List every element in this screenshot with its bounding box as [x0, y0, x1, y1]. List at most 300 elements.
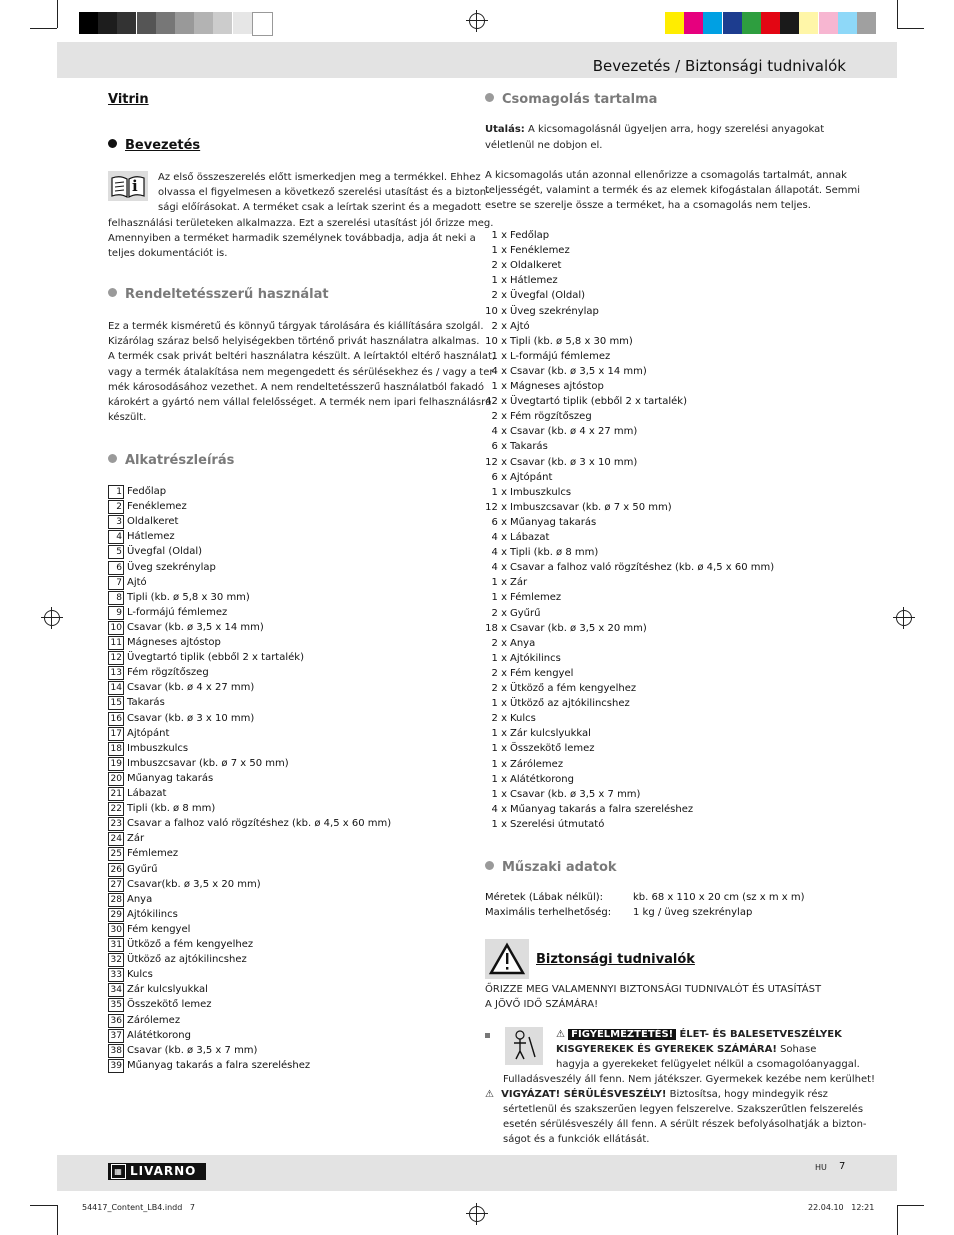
part-label: Zár kulcslyukkal	[127, 984, 208, 996]
contents-item	[485, 410, 845, 425]
item-label: Zár kulcslyukkal	[510, 728, 591, 740]
caution-text-start: Biztosítsa, hogy mindegyik rész	[669, 1089, 828, 1100]
warning-title-1: ÉLET- ÉS BALESETVESZÉLYEK	[679, 1029, 842, 1040]
color-swatch	[723, 12, 742, 34]
part-label: Takarás	[127, 697, 165, 709]
contents-item	[485, 456, 845, 471]
paragraph-line: teljes dokumentációt is.	[108, 248, 228, 259]
item-label: Ütköző az ajtókilincshez	[510, 698, 630, 710]
item-quantity: 2 x	[491, 667, 507, 679]
part-label: Fenéklemez	[127, 501, 187, 513]
item-label: Fenéklemez	[510, 245, 570, 257]
heading-text: Műszaki adatok	[502, 860, 617, 875]
contents-item	[485, 637, 845, 652]
item-label: Tipli (kb. ø 5,8 x 30 mm)	[510, 335, 633, 347]
contents-item	[485, 501, 845, 516]
item-quantity: 2 x	[491, 637, 507, 649]
bullet-icon	[108, 288, 117, 297]
item-quantity: 1 x	[491, 818, 507, 830]
part-number: 19	[108, 757, 124, 771]
gray-swatch	[156, 12, 175, 34]
item-quantity: 1 x	[491, 728, 507, 740]
part-number: 21	[108, 787, 124, 801]
color-swatch	[742, 12, 761, 34]
part-number: 16	[108, 712, 124, 726]
contents-item	[485, 803, 845, 818]
note-line	[485, 122, 824, 137]
item-quantity: 2 x	[491, 411, 507, 423]
registration-mark	[469, 13, 485, 29]
part-label: Tipli (kb. ø 8 mm)	[127, 803, 216, 815]
item-quantity: 2 x	[491, 320, 507, 332]
print-date: 22.04.10 12:21	[808, 1203, 875, 1212]
part-label: Ütköző az ajtókilincshez	[127, 954, 247, 966]
contents-item	[485, 742, 845, 757]
item-quantity: 1 x	[491, 788, 507, 800]
contents-item	[485, 561, 845, 576]
logo-mark-icon: ▦	[111, 1164, 126, 1179]
color-swatch	[780, 12, 799, 34]
contents-item	[485, 591, 845, 606]
part-label: Üvegfal (Oldal)	[127, 546, 203, 558]
part-number: 9	[108, 606, 124, 620]
contents-item	[485, 320, 845, 335]
contents-item	[485, 727, 845, 742]
item-quantity: 6 x	[491, 516, 507, 528]
item-label: L-formájú fémlemez	[510, 350, 611, 362]
contents-item	[485, 531, 845, 546]
item-quantity: 1 x	[491, 350, 507, 362]
crop-mark	[897, 0, 898, 28]
caution-triangle-icon: ⚠	[485, 1089, 494, 1100]
item-label: Anya	[510, 637, 536, 649]
crop-mark	[57, 0, 58, 28]
part-number: 32	[108, 953, 124, 967]
bullet-icon	[485, 93, 494, 102]
paragraph-line: mék károsodásához vezethet. A nem rendeltetésszerű használatból fakadó	[108, 381, 484, 393]
part-number: 13	[108, 666, 124, 680]
item-label: Kulcs	[510, 713, 536, 725]
item-label: Csavar (kb. ø 3,5 x 7 mm)	[510, 788, 641, 800]
contents-item	[485, 471, 845, 486]
item-quantity: 18 x	[485, 622, 507, 634]
part-label: Oldalkeret	[127, 516, 179, 528]
part-label: Műanyag takarás a falra szereléshez	[127, 1059, 311, 1071]
gray-swatch	[98, 12, 117, 34]
part-number: 33	[108, 968, 124, 982]
part-label: Csavar (kb. ø 3 x 10 mm)	[127, 712, 255, 724]
item-quantity: 12 x	[485, 456, 507, 468]
crop-mark	[30, 28, 57, 29]
item-label: Tipli (kb. ø 8 mm)	[510, 547, 599, 559]
section-heading-contents	[485, 92, 657, 107]
section-heading-parts	[108, 453, 234, 468]
warning-line-2	[556, 1042, 816, 1057]
contents-item	[485, 380, 845, 395]
paragraph-line: felhasználási területeken alkalmazza. Ezt a szerelési utasítást jól őrizze meg.	[108, 217, 494, 229]
item-label: Imbuszcsavar (kb. ø 7 x 50 mm)	[510, 501, 672, 513]
warning-small-triangle-icon: ⚠	[556, 1029, 565, 1040]
note-line-2: véletlenül ne dobjon el.	[485, 140, 603, 151]
warning-text-start: Sohase	[780, 1044, 817, 1055]
part-label: Alátétkorong	[127, 1029, 191, 1041]
item-label: Fémlemez	[510, 592, 562, 604]
part-label: Ajtókilincs	[127, 908, 178, 920]
keep-line-2: A JÖVŐ IDŐ SZÁMÁRA!	[485, 999, 599, 1010]
part-number: 8	[108, 591, 124, 605]
info-letter: i	[132, 177, 138, 195]
part-number: 24	[108, 832, 124, 846]
part-label: Gyűrű	[127, 863, 158, 875]
item-label: Alátétkorong	[510, 773, 574, 785]
book-icon	[108, 171, 148, 201]
part-label: Imbuszkulcs	[127, 742, 189, 754]
paragraph-line: Amennyiben a terméket harmadik személynek továbbadja, adja át neki a	[108, 232, 476, 244]
item-label: Üvegtartó tiplik (ebből 2 x tartalék)	[510, 396, 687, 408]
item-quantity: 4 x	[491, 803, 507, 815]
item-label: Csavar a falhoz való rögzítéshez (kb. ø 4,5 x 60 mm)	[510, 562, 775, 574]
item-quantity: 2 x	[491, 713, 507, 725]
contents-item	[485, 486, 845, 501]
info-book-icon	[108, 171, 148, 201]
part-label: Csavar (kb. ø 3,5 x 7 mm)	[127, 1044, 258, 1056]
contents-item	[485, 607, 845, 622]
item-label: Takarás	[510, 441, 548, 453]
item-quantity: 2 x	[491, 683, 507, 694]
part-label: Ütköző a fém kengyelhez	[127, 939, 254, 950]
part-label: Fém kengyel	[127, 923, 191, 935]
contents-item	[485, 712, 845, 727]
part-label: Anya	[127, 893, 153, 905]
item-label: Csavar (kb. ø 4 x 27 mm)	[510, 426, 638, 438]
part-label: L-formájú fémlemez	[127, 606, 228, 618]
part-label: Csavar (kb. ø 3,5 x 14 mm)	[127, 621, 264, 633]
part-number: 23	[108, 817, 124, 831]
item-quantity: 1 x	[491, 743, 507, 755]
part-label: Fedőlap	[127, 486, 167, 497]
part-label: Zárólemez	[127, 1014, 181, 1026]
contents-item	[485, 576, 845, 591]
item-quantity: 1 x	[491, 698, 507, 710]
paragraph-line: Ez a termék kisméretű és könnyű tárgyak tárolására és kiállítására szolgál.	[108, 321, 484, 332]
part-number: 35	[108, 998, 124, 1012]
item-quantity: 2 x	[491, 260, 507, 272]
part-label: Összekötő lemez	[127, 999, 212, 1011]
square-bullet	[485, 1033, 490, 1038]
color-swatch	[838, 12, 857, 34]
part-number: 30	[108, 923, 124, 937]
gray-swatch	[213, 12, 232, 34]
part-label: Mágneses ajtóstop	[127, 637, 221, 648]
heading-text: Alkatrészleírás	[125, 453, 235, 468]
gray-swatch	[117, 12, 136, 34]
item-quantity: 4 x	[491, 547, 507, 559]
item-quantity: 10 x	[485, 335, 507, 347]
caution-line-2: sértetlenül és szakszerűen legyen felszerelve. Szakszerűtlen felszerelés	[503, 1104, 864, 1115]
paragraph-line: esetre se szerelje össze a terméket, ha a csomagolás nem teljes.	[485, 200, 811, 212]
contents-item	[485, 395, 845, 410]
tech-value: 1 kg / üveg szekrénylap	[633, 907, 753, 919]
item-quantity: 1 x	[491, 758, 507, 770]
gray-swatch	[175, 12, 194, 34]
part-number: 4	[108, 530, 124, 544]
part-label: Kulcs	[127, 969, 153, 981]
item-quantity: 6 x	[491, 471, 507, 483]
caution-line-1	[485, 1087, 828, 1102]
part-number: 10	[108, 621, 124, 635]
gray-swatch	[137, 12, 156, 34]
item-quantity: 4 x	[491, 426, 507, 438]
part-number: 36	[108, 1014, 124, 1028]
item-label: Csavar (kb. ø 3,5 x 20 mm)	[510, 622, 647, 634]
item-label: Lábazat	[510, 532, 550, 543]
item-label: Műanyag takarás	[510, 516, 597, 528]
contents-item	[485, 682, 845, 697]
caution-line-4: ságot és a funkciók ellátását.	[503, 1134, 650, 1145]
page-title: Vitrin	[108, 92, 149, 107]
bullet-icon	[108, 139, 117, 148]
part-label: Fémlemez	[127, 848, 179, 860]
part-label: Lábazat	[127, 788, 167, 799]
part-label: Ajtópánt	[127, 727, 170, 739]
gray-swatch	[194, 12, 213, 34]
item-label: Műanyag takarás a falra szereléshez	[510, 803, 694, 815]
part-number: 39	[108, 1059, 124, 1073]
part-number: 3	[108, 515, 124, 529]
contents-item	[485, 440, 845, 455]
crop-mark	[897, 28, 924, 29]
color-swatch	[703, 12, 722, 34]
item-label: Ajtókilincs	[510, 652, 561, 664]
item-quantity: 12 x	[485, 501, 507, 513]
part-label: Zár	[127, 833, 145, 845]
contents-item	[485, 788, 845, 803]
contents-item	[485, 305, 845, 320]
contents-item	[485, 274, 845, 289]
contents-item	[485, 622, 845, 637]
item-quantity: 4 x	[491, 532, 507, 543]
item-label: Csavar (kb. ø 3 x 10 mm)	[510, 456, 638, 468]
part-number: 27	[108, 878, 124, 892]
note-text: A kicsomagolásnál ügyeljen arra, hogy szerelési anyagokat	[527, 124, 825, 135]
part-label: Üvegtartó tiplik (ebből 2 x tartalék)	[127, 652, 304, 664]
paragraph-line: károkért a gyártó nem vállal felelősséget. A termék nem ipari felhasználásra	[108, 397, 492, 408]
contents-item	[485, 289, 845, 304]
item-label: Ütköző a fém kengyelhez	[510, 683, 637, 694]
item-quantity: 1 x	[491, 773, 507, 785]
item-label: Fém kengyel	[510, 667, 574, 679]
part-label: Imbuszcsavar (kb. ø 7 x 50 mm)	[127, 757, 289, 769]
item-quantity: 1 x	[491, 486, 507, 498]
item-label: Hátlemez	[510, 275, 558, 287]
part-number: 6	[108, 561, 124, 575]
item-quantity: 2 x	[491, 607, 507, 619]
item-quantity: 2 x	[491, 290, 507, 302]
part-label: Csavar (kb. ø 4 x 27 mm)	[127, 682, 255, 694]
keep-line-1: ŐRIZZE MEG VALAMENNYI BIZTONSÁGI TUDNIVALÓT ÉS UTASÍTÁST	[485, 984, 822, 995]
color-swatch	[684, 12, 703, 34]
logo-text: LIVARNO	[130, 1164, 197, 1178]
paragraph-line: Az első összeszerelés előtt ismerkedjen meg a termékkel. Ehhez	[158, 172, 481, 183]
item-label: Fedőlap	[510, 230, 550, 241]
contents-item	[485, 425, 845, 440]
crop-mark	[897, 1205, 898, 1235]
caution-line-3: esetén sérülésveszély áll fenn. A sérült részek befolyásolhatják a bizton-	[503, 1119, 867, 1130]
item-label: Oldalkeret	[510, 260, 562, 272]
part-number: 38	[108, 1044, 124, 1058]
contents-item	[485, 773, 845, 788]
contents-item	[485, 365, 845, 380]
caution-title: VIGYÁZAT! SÉRÜLÉSVESZÉLY!	[501, 1089, 667, 1100]
item-label: Üveg szekrénylap	[510, 305, 599, 317]
part-number: 11	[108, 636, 124, 650]
part-number: 26	[108, 863, 124, 877]
part-number: 17	[108, 727, 124, 741]
registration-mark	[44, 610, 60, 626]
warning-triangle-icon	[485, 939, 529, 979]
heading-text: Bevezetés	[125, 138, 201, 153]
item-label: Csavar (kb. ø 3,5 x 14 mm)	[510, 365, 647, 377]
contents-item	[485, 697, 845, 712]
item-label: Ajtópánt	[510, 471, 553, 483]
part-label: Műanyag takarás	[127, 772, 214, 784]
contents-item	[485, 818, 845, 833]
item-quantity: 1 x	[491, 577, 507, 589]
item-quantity: 10 x	[485, 305, 507, 317]
registration-mark	[469, 1206, 485, 1222]
warning-line-3: hagyja a gyerekeket felügyelet nélkül a csomagolóanyaggal.	[556, 1059, 860, 1070]
contents-item	[485, 652, 845, 667]
crop-mark	[57, 1205, 58, 1235]
part-number: 25	[108, 847, 124, 861]
item-label: Zár	[510, 577, 528, 589]
contents-item	[485, 259, 845, 274]
child-warning-pictogram	[505, 1027, 543, 1065]
item-label: Imbuszkulcs	[510, 486, 572, 498]
paragraph-line: olvassa el figyelmesen a következő szerelési utasítást és a bizton-	[158, 187, 490, 199]
item-label: Gyűrű	[510, 607, 541, 619]
tech-key: Maximális terhelhetőség:	[485, 907, 612, 919]
warning-title-2: KISGYEREKEK ÉS GYEREKEK SZÁMÁRA!	[556, 1044, 777, 1055]
contents-item	[485, 335, 845, 350]
file-slug: 54417_Content_LB4.indd 7	[82, 1203, 196, 1212]
part-label: Tipli (kb. ø 5,8 x 30 mm)	[127, 591, 250, 603]
part-number: 18	[108, 742, 124, 756]
part-number: 7	[108, 576, 124, 590]
child-icon	[505, 1027, 543, 1065]
part-number: 12	[108, 651, 124, 665]
item-label: Fém rögzítőszeg	[510, 411, 592, 423]
bullet-icon	[485, 861, 494, 870]
item-label: Szerelési útmutató	[510, 818, 605, 830]
heading-text: Rendeltetésszerű használat	[125, 287, 329, 302]
part-number: 28	[108, 893, 124, 907]
language-code: HU	[815, 1163, 827, 1172]
note-label: Utalás:	[485, 124, 525, 135]
page-header-title: Bevezetés / Biztonsági tudnivalók	[592, 57, 846, 75]
color-swatch	[799, 12, 818, 34]
item-label: Mágneses ajtóstop	[510, 381, 604, 392]
item-quantity: 4 x	[491, 365, 507, 377]
paragraph-line: Kizárólag száraz belső helyiségekben történő privát használatra alkalmas.	[108, 336, 480, 348]
item-quantity: 6 x	[491, 441, 507, 453]
gray-swatch	[233, 12, 252, 34]
section-heading-use	[108, 287, 329, 302]
part-number: 1	[108, 485, 124, 499]
color-swatch	[857, 12, 876, 34]
contents-item	[485, 758, 845, 773]
color-swatch	[665, 12, 684, 34]
safety-heading: Biztonsági tudnivalók	[536, 952, 695, 967]
part-label: Ajtó	[127, 576, 147, 588]
warning-box	[485, 939, 529, 979]
paragraph-line: A termék csak privát beltéri használatra készült. A leírtaktól eltérő használat,	[108, 351, 496, 363]
item-quantity: 1 x	[491, 275, 507, 287]
page-number: 7	[839, 1161, 846, 1172]
paragraph-line: vagy a termék átalakítása nem megengedett és sérülésekhez és / vagy a ter-	[108, 366, 497, 378]
contents-item	[485, 350, 845, 365]
bullet-icon	[108, 454, 117, 463]
item-quantity: 4 x	[491, 562, 507, 574]
paragraph-line: teljességét, valamint a termék és az elemek kifogástalan állapotát. Semmi	[485, 185, 860, 197]
item-quantity: 1 x	[491, 381, 507, 392]
paragraph-line: készült.	[108, 412, 147, 424]
item-label: Üvegfal (Oldal)	[510, 290, 586, 302]
registration-mark	[896, 610, 912, 626]
part-label: Csavar(kb. ø 3,5 x 20 mm)	[127, 878, 261, 890]
color-swatch	[761, 12, 780, 34]
part-label: Hátlemez	[127, 531, 175, 543]
part-number: 31	[108, 938, 124, 952]
gray-swatch	[79, 12, 98, 34]
part-label: Üveg szekrénylap	[127, 561, 216, 573]
item-quantity: 1 x	[491, 652, 507, 664]
item-quantity: 1 x	[491, 245, 507, 257]
warning-line-4: Fulladásveszély áll fenn. Nem játékszer. Gyermekek kezébe nem kerülhet!	[503, 1074, 876, 1085]
color-swatch	[819, 12, 838, 34]
part-number: 15	[108, 696, 124, 710]
paragraph-line: sági előírásokat. A terméket csak a leírtak szerint és a megadott	[158, 202, 482, 214]
contents-item	[485, 516, 845, 531]
item-label: Összekötő lemez	[510, 743, 595, 755]
contents-item	[485, 546, 845, 561]
contents-item	[485, 244, 845, 259]
item-label: Zárólemez	[510, 758, 564, 770]
item-quantity: 1 x	[491, 592, 507, 604]
part-number: 29	[108, 908, 124, 922]
contents-item	[485, 667, 845, 682]
item-label: Ajtó	[510, 320, 530, 332]
contents-item	[485, 229, 845, 244]
part-label: Csavar a falhoz való rögzítéshez (kb. ø 4,5 x 60 mm)	[127, 818, 392, 830]
part-number: 20	[108, 772, 124, 786]
item-quantity: 42 x	[485, 396, 507, 408]
part-number: 5	[108, 545, 124, 559]
warning-line-1	[556, 1027, 842, 1042]
warning-label: FIGYELMEZTETÉS!	[568, 1029, 676, 1040]
part-number: 2	[108, 500, 124, 514]
crop-mark	[897, 1205, 924, 1206]
part-number: 14	[108, 681, 124, 695]
section-heading-intro	[108, 138, 200, 153]
section-heading-tech	[485, 860, 617, 875]
crop-mark	[30, 1205, 57, 1206]
gray-swatch	[252, 12, 273, 36]
heading-text: Csomagolás tartalma	[502, 92, 658, 107]
paragraph-line: A kicsomagolás után azonnal ellenőrizze a csomagolás tartalmát, annak	[485, 170, 847, 181]
part-label: Fém rögzítőszeg	[127, 667, 209, 679]
tech-value: kb. 68 x 110 x 20 cm (sz x m x m)	[633, 892, 805, 903]
